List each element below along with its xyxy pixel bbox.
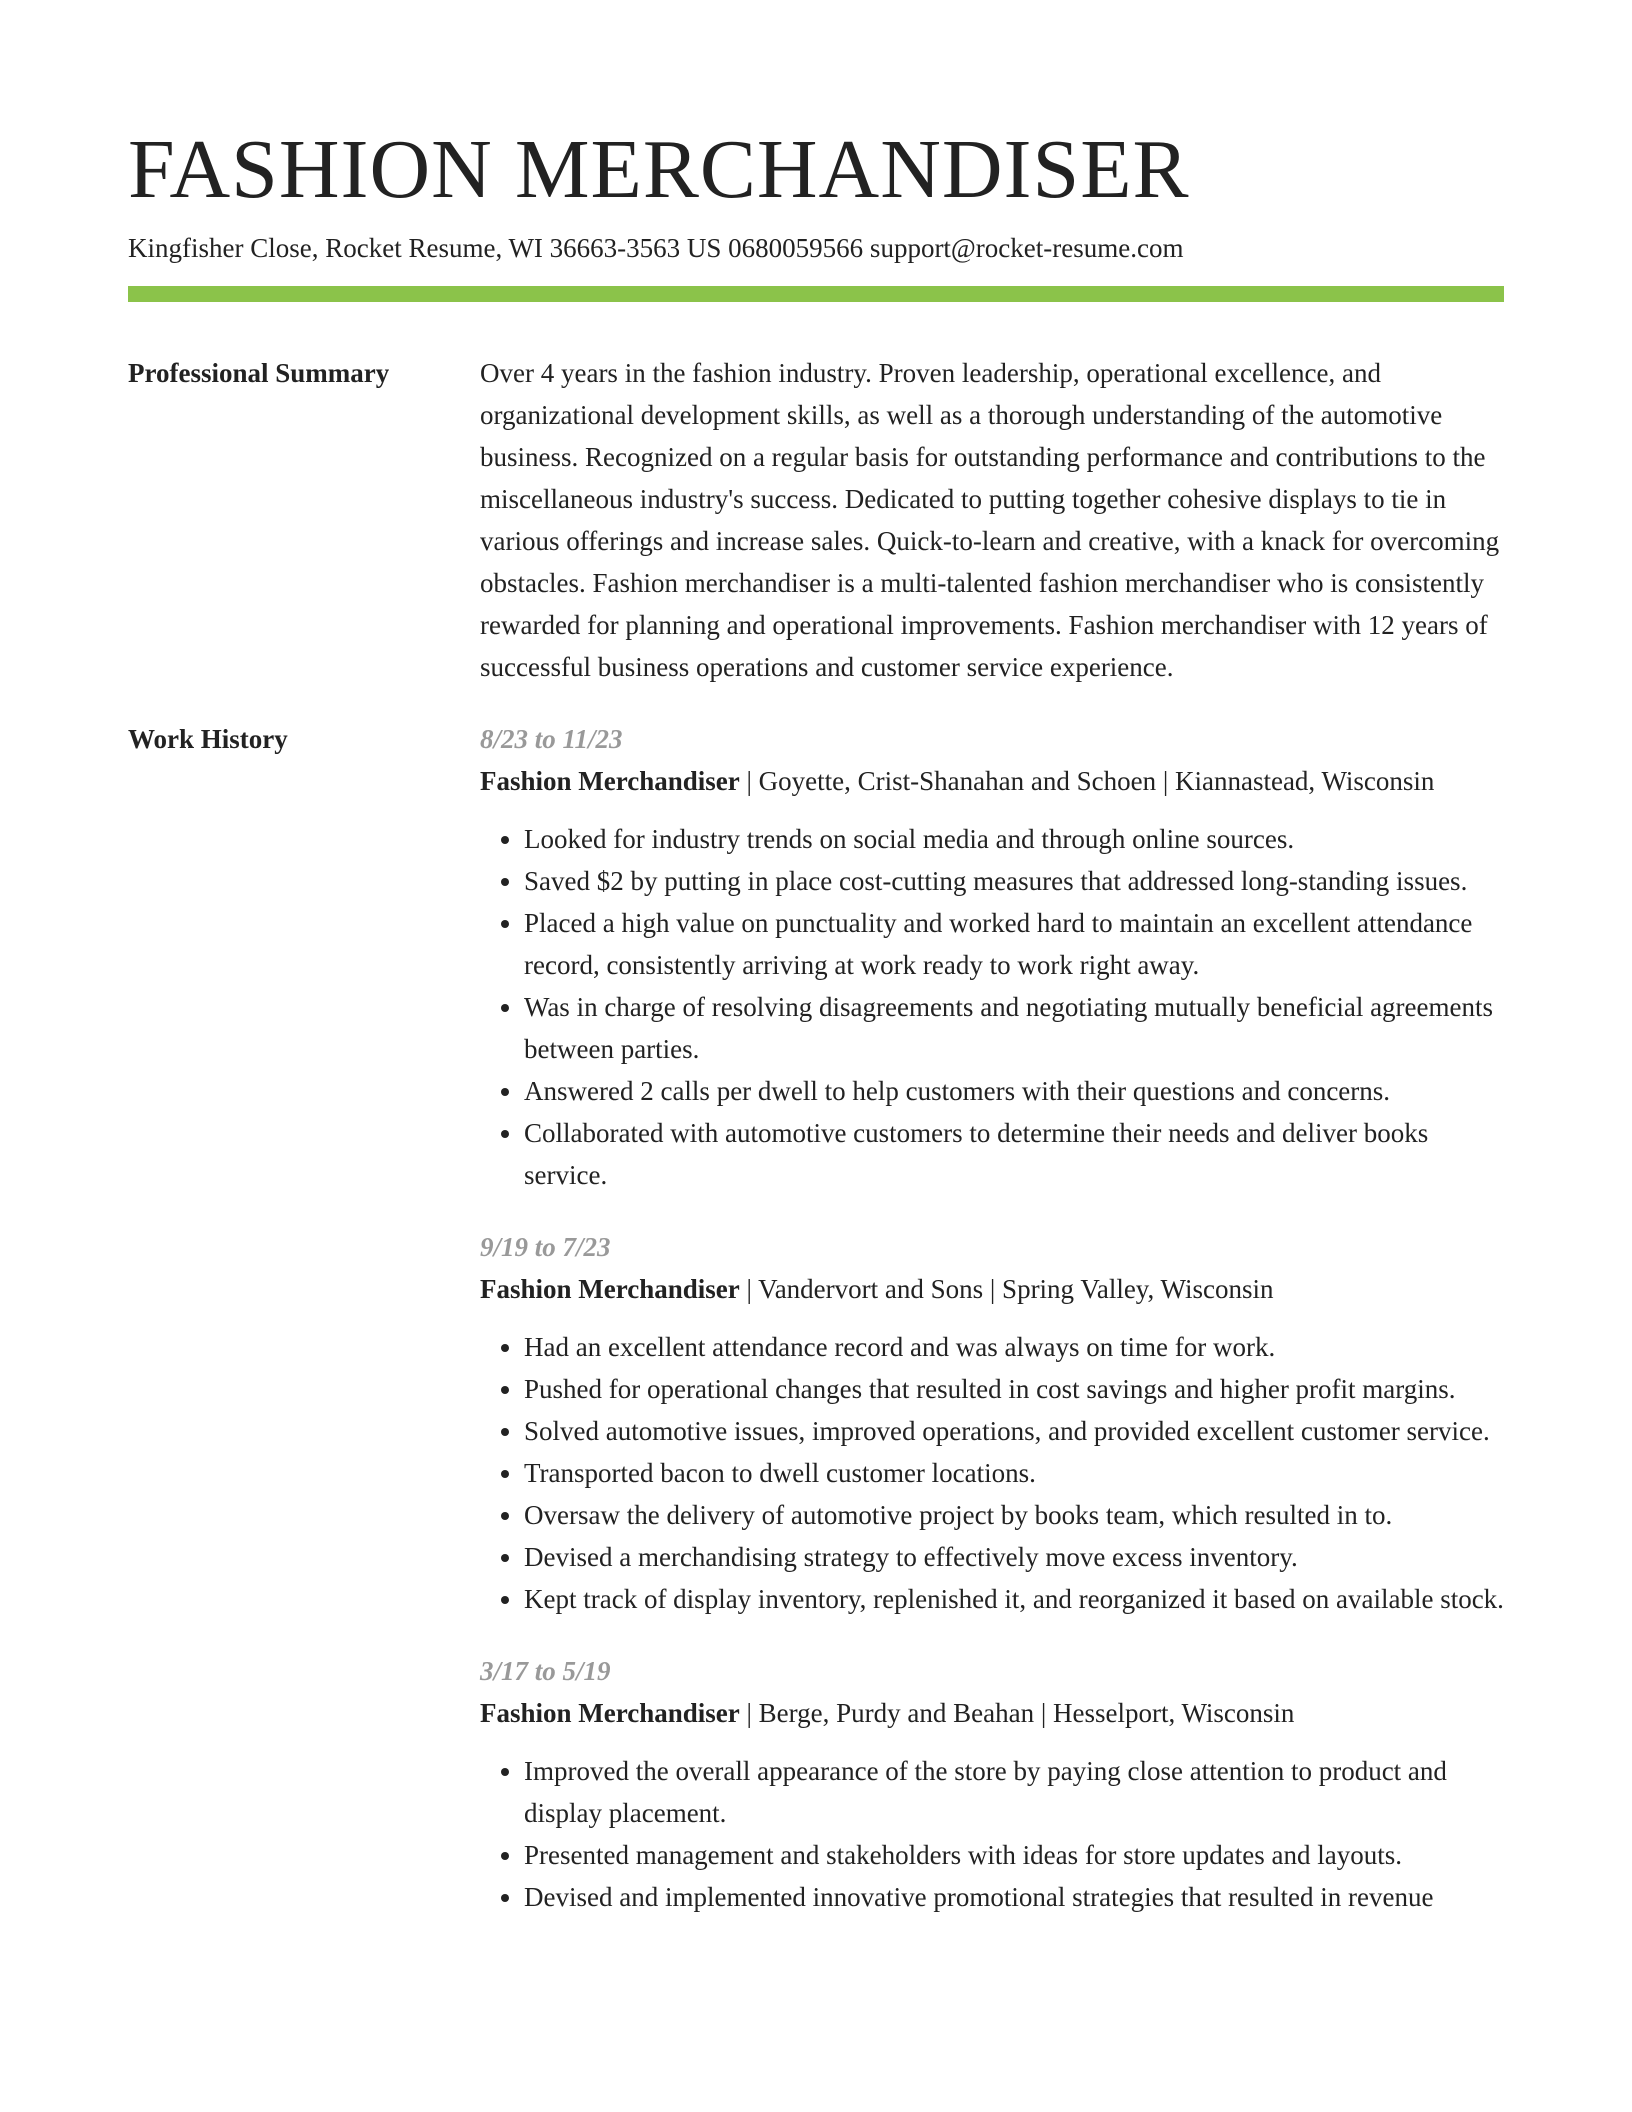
job-employer-location: | Vandervort and Sons | Spring Valley, Wisconsin bbox=[739, 1274, 1274, 1304]
jobs-list bbox=[480, 718, 1504, 1918]
job-title: Fashion Merchandiser bbox=[480, 1698, 740, 1728]
work-history-section bbox=[128, 718, 1504, 1918]
job-bullet: • Had an excellent attendance record and was always on time for work. bbox=[524, 1326, 1504, 1368]
job-header bbox=[480, 1692, 1504, 1734]
job-bullet: • Transported bacon to dwell customer locations. bbox=[524, 1452, 1504, 1494]
job-entry bbox=[480, 1650, 1504, 1918]
job-title: Fashion Merchandiser bbox=[480, 766, 740, 796]
job-bullet: • Placed a high value on punctuality and worked hard to maintain an excellent attendance record, consistently arriving at work ready to work right away. bbox=[524, 902, 1504, 986]
job-bullet: • Devised and implemented innovative promotional strategies that resulted in revenue bbox=[524, 1876, 1504, 1918]
job-employer-location: | Berge, Purdy and Beahan | Hesselport, Wisconsin bbox=[739, 1698, 1295, 1728]
summary-section bbox=[128, 352, 1504, 688]
job-bullet: • Solved automotive issues, improved operations, and provided excellent customer service. bbox=[524, 1410, 1504, 1452]
job-bullets bbox=[480, 818, 1504, 1196]
job-bullet: • Answered 2 calls per dwell to help customers with their questions and concerns. bbox=[524, 1070, 1504, 1112]
accent-divider bbox=[128, 286, 1504, 302]
job-dates: 3/17 to 5/19 bbox=[480, 1656, 611, 1686]
job-header bbox=[480, 760, 1504, 802]
job-bullet: • Devised a merchandising strategy to effectively move excess inventory. bbox=[524, 1536, 1504, 1578]
resume-page bbox=[128, 120, 1504, 1918]
job-bullet: • Looked for industry trends on social media and through online sources. bbox=[524, 818, 1504, 860]
job-dates: 9/19 to 7/23 bbox=[480, 1232, 611, 1262]
job-dates: 8/23 to 11/23 bbox=[480, 724, 623, 754]
job-header bbox=[480, 1268, 1504, 1310]
contact-line: Kingfisher Close, Rocket Resume, WI 36663-3563 US 0680059566 support@rocket-resume.com bbox=[128, 233, 1184, 263]
job-bullet: • Kept track of display inventory, replenished it, and reorganized it based on available stock. bbox=[524, 1578, 1504, 1620]
job-entry bbox=[480, 718, 1504, 1196]
summary-text: Over 4 years in the fashion industry. Proven leadership, operational excellence, and organizational development skills, as well as a thorough understanding of the automotive business. Recognized on a regular basis for outstanding performance and contributions to the miscellaneous industry's success. Dedicated to putting together cohesive displays to tie in various offerings and increase sales. Quick-to-learn and creative, with a knack for overcoming obstacles. Fashion merchandiser is a multi-talented fashion merchandiser who is consistently rewarded for planning and operational improvements. Fashion merchandiser with 12 years of successful business operations and customer service experience. bbox=[480, 358, 1500, 682]
work-history-heading: Work History bbox=[128, 724, 288, 754]
resume-name: FASHION MERCHANDISER bbox=[128, 123, 1190, 216]
summary-heading: Professional Summary bbox=[128, 358, 390, 388]
job-bullet: • Saved $2 by putting in place cost-cutting measures that addressed long-standing issues. bbox=[524, 860, 1504, 902]
job-title: Fashion Merchandiser bbox=[480, 1274, 740, 1304]
job-bullet: • Presented management and stakeholders with ideas for store updates and layouts. bbox=[524, 1834, 1504, 1876]
job-bullet: • Pushed for operational changes that resulted in cost savings and higher profit margins. bbox=[524, 1368, 1504, 1410]
job-bullets bbox=[480, 1750, 1504, 1918]
job-bullet: • Oversaw the delivery of automotive project by books team, which resulted in to. bbox=[524, 1494, 1504, 1536]
job-employer-location: | Goyette, Crist-Shanahan and Schoen | Kiannastead, Wisconsin bbox=[739, 766, 1435, 796]
job-bullets bbox=[480, 1326, 1504, 1620]
job-bullet: • Improved the overall appearance of the store by paying close attention to product and display placement. bbox=[524, 1750, 1504, 1834]
job-bullet: • Was in charge of resolving disagreements and negotiating mutually beneficial agreements between parties. bbox=[524, 986, 1504, 1070]
job-bullet: • Collaborated with automotive customers to determine their needs and deliver books service. bbox=[524, 1112, 1504, 1196]
job-entry bbox=[480, 1226, 1504, 1620]
